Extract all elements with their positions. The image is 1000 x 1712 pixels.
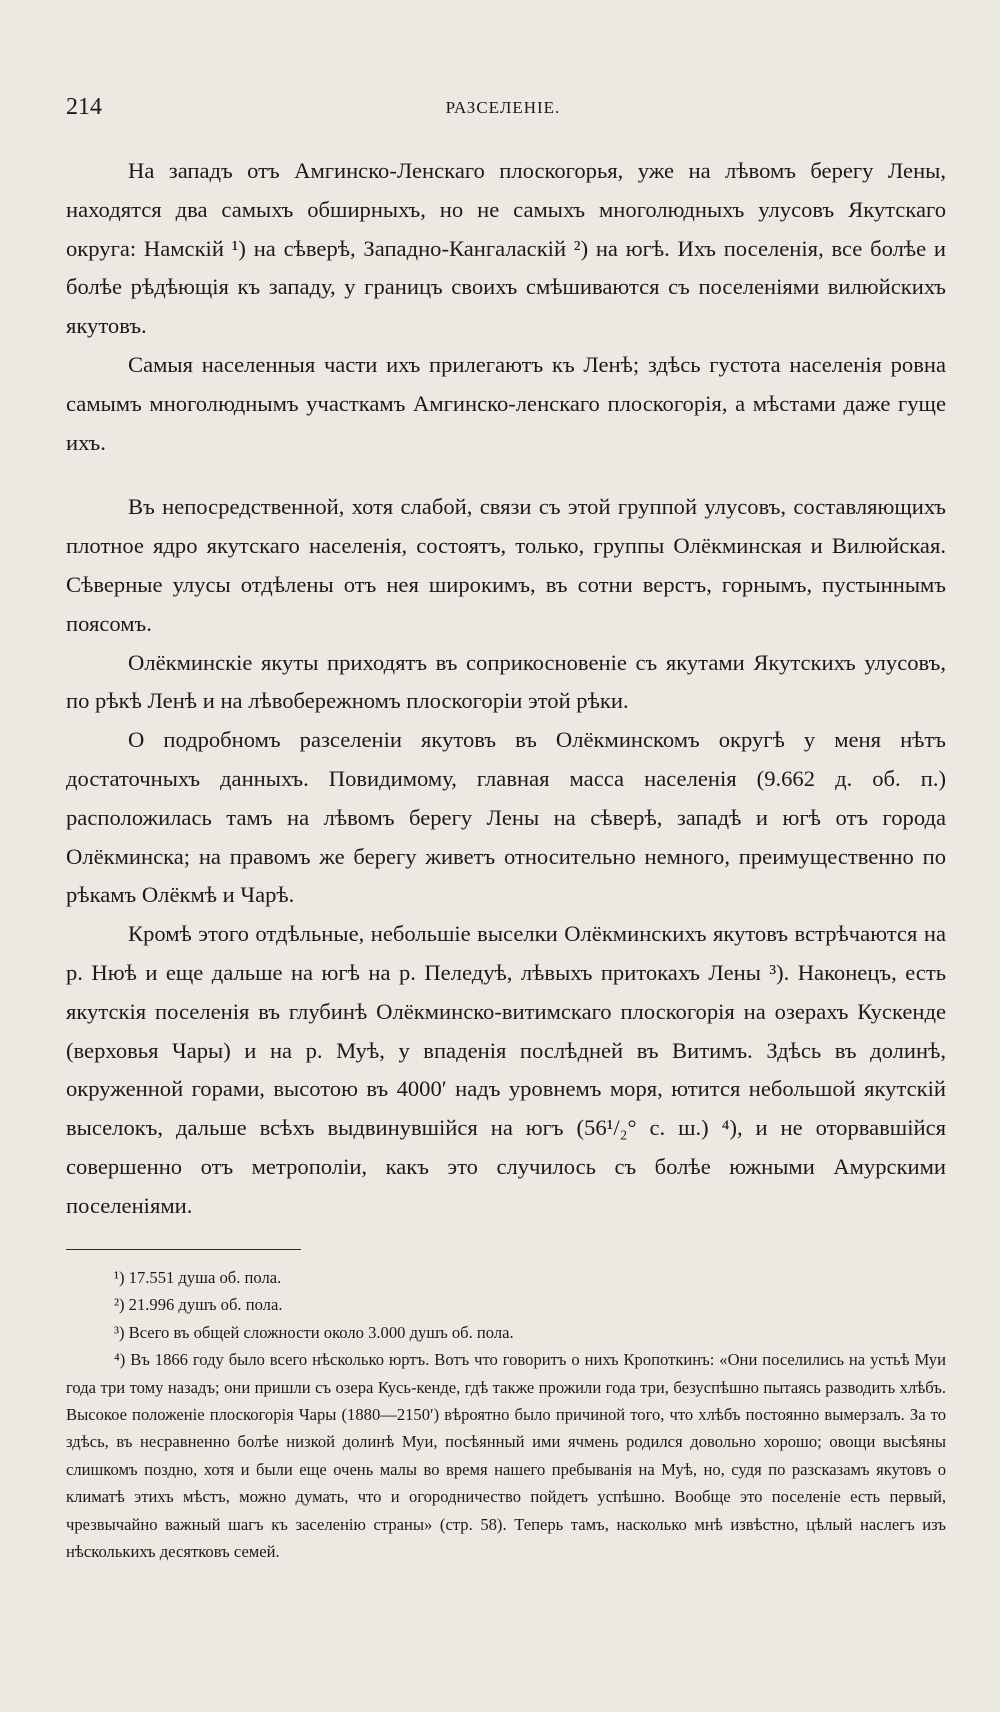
- paragraph: Олёкминскіе якуты приходятъ въ соприкосновеніе съ якутами Якутскихъ улусовъ, по рѣкѣ Ленѣ и на лѣвобережномъ плоскогоріи этой рѣки.: [66, 649, 946, 714]
- body-text: [66, 152, 946, 1226]
- footnote-divider: [66, 1249, 301, 1250]
- footnotes: [66, 1264, 946, 1565]
- running-head: [66, 94, 940, 124]
- section-title: РАЗСЕЛЕНIЕ.: [445, 98, 561, 117]
- paragraph: Въ непосредственной, хотя слабой, связи съ этой группой улусовъ, составляющихъ плотное ядро якутскаго населенія, состоятъ, только, группы Олёкминская и Вилюйская. Сѣверные улусы отдѣлены отъ нея широкимъ, въ сотни верстъ, горнымъ, пустыннымъ поясомъ.: [66, 494, 946, 636]
- paragraph: Самыя населенныя части ихъ прилегаютъ къ Ленѣ; здѣсь густота населенія ровна самымъ многолюднымъ участкамъ Амгинско-ленскаго плоскогорія, а мѣстами даже гуще ихъ.: [66, 351, 946, 455]
- paragraph: Кромѣ этого отдѣльные, небольшіе выселки Олёкминскихъ якутовъ встрѣчаются на р. Нюѣ и еще дальше на югѣ на р. Пеледуѣ, лѣвыхъ притокахъ Лены ³). Наконецъ, есть якутскія поселенія въ глубинѣ Олёкминско-витимскаго плоскогорія на озерахъ Кускенде (верховья Чары) и на р. Муѣ, у впаденія послѣдней въ Витимъ. Здѣсь въ долинѣ, окруженной горами, высотою въ 4000′ надъ уровнемъ моря, ютится небольшой якутскій выселокъ, дальше всѣхъ выдвинувшійся на югъ (56¹/₂° с. ш.) ⁴), и не оторвавшійся совершенно отъ метрополіи, какъ это случилось съ болѣе южными Амурскими поселеніями.: [66, 921, 946, 1218]
- footnote: ³) Всего въ общей сложности около 3.000 душъ об. пола.: [114, 1322, 514, 1342]
- paragraph: На западъ отъ Амгинско-Ленскаго плоскогорья, уже на лѣвомъ берегу Лены, находятся два самыхъ обширныхъ, но не самыхъ многолюдныхъ улусовъ Якутскаго округа: Намскій ¹) на сѣверѣ, Западно-Кангаласкій ²) на югѣ. Ихъ поселенія, все болѣе и болѣе рѣдѣющія къ западу, у границъ своихъ смѣшиваются съ поселеніями вилюйскихъ якутовъ.: [66, 158, 946, 339]
- paragraph: О подробномъ разселеніи якутовъ въ Олёкминскомъ округѣ у меня нѣтъ достаточныхъ данныхъ. Повидимому, главная масса населенія (9.662 д. об. п.) расположилась тамъ на лѣвомъ берегу Лены на сѣверѣ, западѣ и югѣ отъ города Олёкминска; на правомъ же берегу живетъ относительно немного, преимущественно по рѣкамъ Олёкмѣ и Чарѣ.: [66, 727, 946, 908]
- footnote: ²) 21.996 душъ об. пола.: [114, 1295, 283, 1315]
- page-number: 214: [66, 94, 102, 120]
- footnote: ¹) 17.551 душа об. пола.: [114, 1268, 282, 1287]
- footnote: ⁴) Въ 1866 году было всего нѣсколько юртъ. Вотъ что говоритъ о нихъ Кропоткинъ: «Они поселились на устьѣ Муи года три тому назадъ; они пришли съ озера Кусь-кенде, гдѣ также прожили года три, безуспѣшно пытаясь разводить хлѣбъ. Высокое положеніе плоскогорія Чары (1880—2150′) вѣроятно было причиной того, что хлѣбъ постоянно вымерзалъ. За то здѣсь, въ несравненно болѣе низкой долинѣ Муи, посѣянный ими ячмень родился довольно хорошо; овощи высѣяны слишкомъ поздно, хотя и были еще очень малы во время нашего пребыванія на Муѣ, но, судя по разсказамъ якутовъ о климатѣ этихъ мѣстъ, можно думать, что и огородничество пойдетъ успѣшно. Вообще это поселеніе есть первый, чрезвычайно важный шагъ къ заселенію страны» (стр. 58). Теперь тамъ, насколько мнѣ извѣстно, цѣлый наслегъ изъ нѣсколькихъ десятковъ семей.: [66, 1350, 946, 1562]
